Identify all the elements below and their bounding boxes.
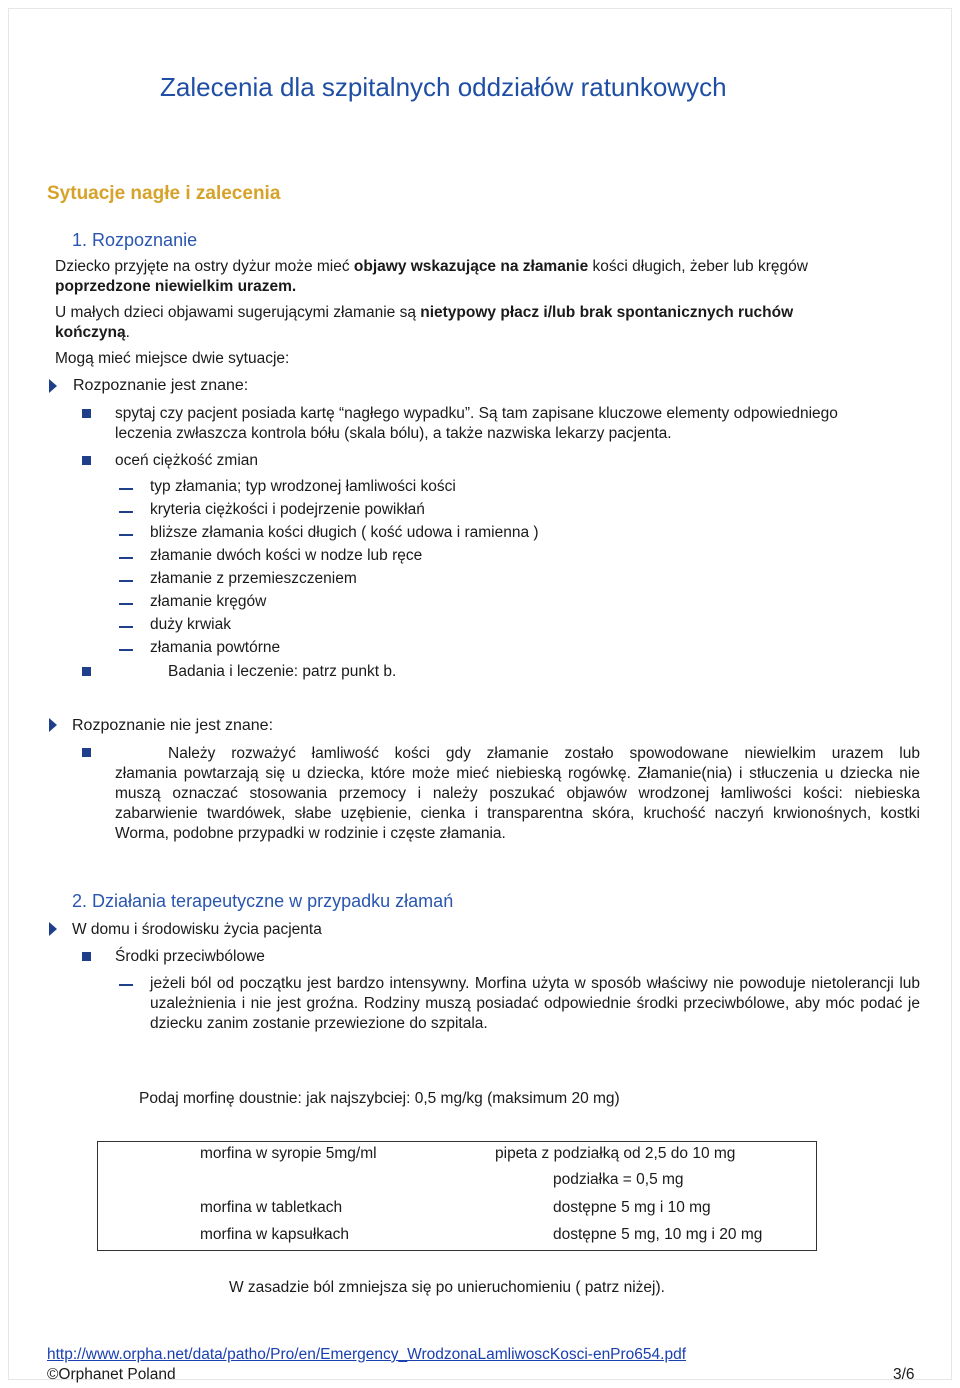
square-bullet-icon [82, 409, 91, 418]
table-cell: podziałka = 0,5 mg [553, 1171, 684, 1188]
table-cell: pipeta z podziałką od 2,5 do 10 mg [495, 1145, 736, 1162]
dash-bullet-icon [119, 984, 133, 986]
part1-heading: 1. Rozpoznanie [72, 230, 198, 250]
square-bullet-icon [82, 667, 91, 676]
dash-bullet-icon [119, 626, 133, 628]
table-cell: dostępne 5 mg, 10 mg i 20 mg [553, 1226, 763, 1243]
square-bullet-icon [82, 456, 91, 465]
table-cell: morfina w tabletkach [200, 1199, 343, 1216]
p2-text-bold: nietypowy płacz i/lub brak spontanicznych ruchów [420, 304, 794, 321]
footer-copyright: ©Orphanet Poland [47, 1366, 176, 1383]
paragraph-two-situations: Mogą mieć miejsce dwie sytuacje: [55, 350, 290, 367]
severity-item: kryteria ciężkości i podejrzenie powikłań [150, 501, 425, 518]
square-bullet-icon [82, 952, 91, 961]
dose-table [97, 1141, 817, 1251]
dash-bullet-icon [119, 580, 133, 582]
severity-item: złamania powtórne [150, 639, 281, 656]
dash-bullet-icon [119, 511, 133, 513]
known-bullet1-line2: leczenia zwłaszcza kontrola bółu (skala bólu), a także nazwiska lekarzy pacjenta. [115, 425, 672, 442]
severity-item: duży krwiak [150, 616, 231, 633]
table-cell: morfina w kapsułkach [200, 1226, 350, 1243]
paragraph-small-children [55, 304, 920, 342]
table-cell: morfina w syropie 5mg/ml [200, 1145, 377, 1162]
dash-bullet-icon [119, 534, 133, 536]
p2-end: . [125, 324, 130, 341]
dash-bullet-icon [119, 488, 133, 490]
arrow-bullet-icon [49, 922, 57, 936]
closing-note: W zasadzie ból zmniejsza się po unieruchomieniu ( patrz niżej). [229, 1279, 665, 1296]
section-heading: Sytuacje nagłe i zalecenia [47, 183, 281, 204]
page-title: Zalecenia dla szpitalnych oddziałów ratunkowych [160, 72, 727, 102]
p1-line2: poprzedzone niewielkim urazem. [55, 278, 297, 295]
known-bullet3: Badania i leczenie: patrz punkt b. [168, 663, 397, 680]
severity-item: typ złamania; typ wrodzonej łamliwości kości [150, 478, 456, 495]
severity-item: złamanie z przemieszczeniem [150, 570, 357, 587]
square-bullet-icon [82, 748, 91, 757]
paragraph-symptoms [55, 258, 920, 296]
p1-text-c: kości długich, żeber lub kręgów [588, 258, 808, 275]
known-bullet2: oceń ciężkość zmian [115, 452, 259, 469]
painkillers-label: Środki przeciwbólowe [115, 948, 265, 965]
unknown-heading: Rozpoznanie nie jest znane: [72, 717, 274, 734]
arrow-bullet-icon [49, 718, 57, 732]
severity-item: złamanie kręgów [150, 593, 267, 610]
dash-bullet-icon [119, 649, 133, 651]
dash-bullet-icon [119, 557, 133, 559]
p2-text-a: U małych dzieci objawami sugerującymi złamanie są [55, 304, 421, 321]
footer-url-link[interactable]: http://www.orpha.net/data/patho/Pro/en/Emergency_WrodzonaLamliwoscKosci-enPro654.pdf [47, 1346, 687, 1363]
known-heading: Rozpoznanie jest znane: [73, 377, 249, 394]
part2-heading: 2. Działania terapeutyczne w przypadku złamań [72, 891, 454, 911]
morphine-advice: jeżeli ból od początku jest bardzo intensywny. Morfina użyta w sposób właściwy nie powoduje nietolerancji lub uzależnienia i nie jest groźna. Rodziny muszą posiadać odpowiednie środki przeciwbólowe, aby móc podać je dziecku zanim zostanie przewiezione do szpitala. [150, 975, 920, 1032]
table-cell: dostępne 5 mg i 10 mg [553, 1199, 711, 1216]
severity-item: złamanie dwóch kości w nodze lub ręce [150, 547, 423, 564]
dose-instruction: Podaj morfinę doustnie: jak najszybciej: 0,5 mg/kg (maksimum 20 mg) [139, 1090, 620, 1107]
home-heading: W domu i środowisku życia pacjenta [72, 921, 322, 938]
p1-text-bold: objawy wskazujące na złamanie [353, 258, 589, 275]
dash-bullet-icon [119, 603, 133, 605]
p1-text-a: Dziecko przyjęte na ostry dyżur może mieć [55, 258, 354, 275]
p2-line2: kończyną [55, 324, 126, 341]
unknown-text-line1: Należy rozważyć łamliwość kości gdy złamanie zostało spowodowane niewielkim urazem lub [168, 745, 920, 762]
arrow-bullet-icon [49, 379, 57, 393]
unknown-text-rest: złamania powtarzają się u dziecka, które może mieć niebieską rogówkę. Złamanie(nia) i stłuczenia u dziecka nie muszą oznaczać stosowania przemocy i należy poszukać objawów wrodzonej łamliwości kości: niebieska zabarwienie twardówek, słabe uzębienie, cienka i transparentna skóra, kruchość naczyń krwionośnych, kostki Worma, podobne przypadki w rodzinie i częste złamania. [115, 765, 920, 842]
known-bullet1-line1: spytaj czy pacjent posiada kartę “nagłego wypadku”. Są tam zapisane kluczowe elementy odpowiedniego [115, 405, 838, 422]
page-number: 3/6 [893, 1366, 915, 1383]
severity-item: bliższe złamania kości długich ( kość udowa i ramienna ) [150, 524, 539, 541]
